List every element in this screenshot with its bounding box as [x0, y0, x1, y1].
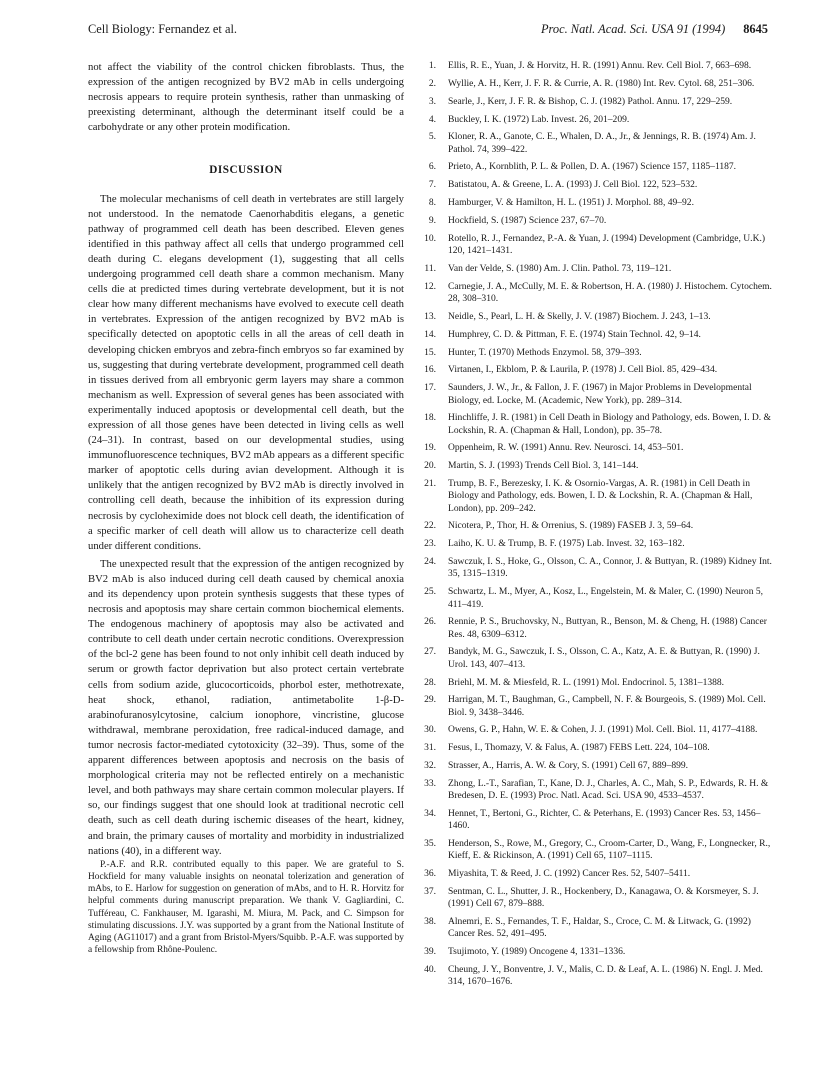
reference-text: Nicotera, P., Thor, H. & Orrenius, S. (1989) FASEB J. 3, 59–64.: [448, 520, 694, 532]
reference-number: 12.: [424, 280, 436, 292]
reference-item: [418, 364, 774, 376]
reference-item: [418, 646, 774, 671]
reference-number: 37.: [424, 886, 436, 898]
discussion-paragraph-2: The unexpected result that the expression of the antigen recognized by BV2 mAb is also induced during cell death caused by chemical anoxia and its dependency upon protein synthesis suggests that these types of necrosis and apoptosis may share certain common biochemical elements. The endogenous machinery of apoptosis may also be activated and contribute to cell death under certain necrotic conditions. Overexpression of the bcl-2 gene has been found to not only inhibit cell death induced by serum or growth factor deprivation but also protect certain vertebrate cells from sodium azide, glucocorticoids, phorbol ester, methotrexate, heat shock, ethanol, radiation, antimetabolite 1-β-D-arabinofuranosylcytosine, calcium ionophore, vincristine, glucose withdrawal, membrane peroxidation, free radical-induced damage, and tumor necrosis factor-mediated cytotoxicity (32–39). Thus, some of the apparent differences between apoptosis and necrosis on the basis of morphological criteria may not be reflected entirely on a mechanistic level, and both pathways may share certain common molecular players. If so, our findings suggest that one should look at traditional necrotic cell death, such as cell death during ischemic diseases of the heart, kidney, and brain, the primary causes of mortality and morbidity in industrialized nations (40), in a different way.: [88, 558, 404, 857]
reference-number: 6.: [428, 161, 436, 173]
reference-text: Wyllie, A. H., Kerr, J. F. R. & Currie, A. R. (1980) Int. Rev. Cytol. 68, 251–306.: [448, 77, 755, 89]
reference-item: [418, 161, 774, 173]
page-header: [88, 22, 768, 40]
page-number: 8645: [743, 22, 768, 36]
reference-item: [418, 946, 774, 958]
reference-number: 36.: [424, 868, 436, 880]
reference-number: 27.: [424, 646, 436, 658]
reference-text: Oppenheim, R. W. (1991) Annu. Rev. Neurosci. 14, 453–501.: [448, 442, 684, 454]
reference-item: [418, 838, 774, 863]
reference-number: 13.: [424, 310, 436, 322]
reference-number: 3.: [428, 95, 436, 107]
reference-number: 21.: [424, 478, 436, 490]
reference-text: Martin, S. J. (1993) Trends Cell Biol. 3, 141–144.: [448, 460, 639, 472]
reference-text: Strasser, A., Harris, A. W. & Cory, S. (1991) Cell 67, 889–899.: [448, 760, 689, 772]
reference-item: [418, 964, 774, 989]
reference-item: [418, 329, 774, 341]
reference-number: 10.: [424, 232, 436, 244]
reference-number: 31.: [424, 742, 436, 754]
reference-text: Owens, G. P., Hahn, W. E. & Cohen, J. J. (1991) Mol. Cell. Biol. 11, 4177–4188.: [448, 724, 758, 736]
reference-text: Fesus, I., Thomazy, V. & Falus, A. (1987) FEBS Lett. 224, 104–108.: [448, 742, 710, 754]
reference-item: [418, 60, 774, 72]
reference-number: 33.: [424, 778, 436, 789]
reference-number: 14.: [424, 328, 436, 340]
reference-text: Hunter, T. (1970) Methods Enzymol. 58, 379–393.: [448, 346, 642, 358]
reference-item: [418, 760, 774, 772]
reference-text: Harrigan, M. T., Baughman, G., Campbell, N. F. & Bourgeois, S. (1989) Mol. Cell. Biol. 9, 3438–3446.: [448, 694, 766, 718]
reference-number: 19.: [424, 442, 436, 454]
journal-name: Proc. Natl. Acad. Sci. USA 91 (1994): [540, 22, 726, 36]
reference-number: 15.: [424, 346, 436, 358]
reference-number: 23.: [424, 538, 436, 550]
reference-item: [418, 916, 774, 941]
reference-item: [418, 742, 774, 754]
reference-text: Briehl, M. M. & Miesfeld, R. L. (1991) Mol. Endocrinol. 5, 1381–1388.: [448, 676, 725, 688]
reference-number: 39.: [424, 946, 436, 958]
reference-item: [418, 556, 774, 581]
reference-text: Hennet, T., Bertoni, G., Richter, C. & Peterhans, E. (1993) Cancer Res. 53, 1456–1460.: [448, 808, 761, 832]
left-column: [88, 60, 404, 956]
reference-text: Cheung, J. Y., Bonventre, J. V., Malis, C. D. & Leaf, A. L. (1986) N. Engl. J. Med. 314, 1670–1676.: [448, 964, 763, 988]
reference-text: Batistatou, A. & Greene, L. A. (1993) J. Cell Biol. 122, 523–532.: [448, 179, 698, 191]
reference-number: 24.: [424, 556, 436, 568]
reference-text: Carnegie, J. A., McCully, M. E. & Robertson, H. A. (1980) J. Histochem. Cytochem. 28, 308–310.: [448, 280, 772, 305]
reference-item: [418, 382, 774, 407]
reference-text: Sentman, C. L., Shutter, J. R., Hockenbery, D., Kanagawa, O. & Korsmeyer, S. J. (1991) Cell 67, 879–888.: [448, 886, 759, 910]
reference-item: [418, 724, 774, 736]
reference-item: [418, 478, 774, 515]
reference-number: 7.: [428, 179, 436, 191]
reference-number: 4.: [428, 113, 436, 125]
reference-number: 38.: [424, 916, 436, 928]
section-heading: DISCUSSION: [209, 164, 283, 177]
reference-item: [418, 347, 774, 359]
reference-text: Trump, B. F., Berezesky, I. K. & Osornio-Vargas, A. R. (1981) in Cell Death in Biology and Pathology, eds. Bowen, I. D. & Lockshin, R. A. (Chapman & Hall, London), pp. 209–242.: [448, 478, 753, 514]
reference-item: [418, 78, 774, 90]
acknowledgments: P.-A.F. and R.R. contributed equally to this paper. We are grateful to S. Hockfield for many valuable insights on neonatal tolerization and generation of mAbs, to E. Harlow for suggestion on generation of mAbs, and to H. R. Horvitz for helpful comments during manuscript preparation. We thank V. Gagliardini, C. Tufféreau, C. Fankhauser, M. Igarashi, M. Miura, M. Pack, and C. Simpson for stimulating discussions. J.Y. was supported by a grant from the National Institute of Aging (AG11017) and a grant from Bristol-Myers/Squibb. P.-A.F. was supported by a fellowship from Rhône-Poulenc.: [88, 859, 404, 956]
reference-number: 34.: [424, 808, 436, 820]
reference-item: [418, 263, 774, 275]
reference-text: Virtanen, I., Ekblom, P. & Laurila, P. (1978) J. Cell Biol. 85, 429–434.: [448, 364, 718, 376]
reference-text: Hockfield, S. (1987) Science 237, 67–70.: [448, 215, 607, 226]
reference-text: Neidle, S., Pearl, L. H. & Skelly, J. V. (1987) Biochem. J. 243, 1–13.: [448, 310, 711, 322]
reference-number: 29.: [424, 694, 436, 706]
reference-number: 11.: [424, 262, 436, 274]
reference-number: 1.: [428, 60, 436, 71]
reference-number: 35.: [424, 838, 436, 850]
reference-item: [418, 586, 774, 611]
reference-number: 20.: [424, 460, 436, 472]
reference-item: [418, 131, 774, 156]
reference-text: Buckley, I. K. (1972) Lab. Invest. 26, 201–209.: [448, 113, 630, 125]
reference-item: [418, 233, 774, 258]
reference-number: 26.: [424, 616, 436, 628]
reference-text: Rotello, R. J., Fernandez, P.-A. & Yuan, J. (1994) Development (Cambridge, U.K.) 120, 1421–1431.: [448, 232, 766, 257]
reference-item: [418, 886, 774, 911]
reference-item: [418, 96, 774, 108]
reference-item: [418, 311, 774, 323]
reference-text: Henderson, S., Rowe, M., Gregory, C., Croom-Carter, D., Wang, F., Longnecker, R., Kieff, E. & Rickinson, A. (1991) Cell 65, 1107–1115.: [448, 838, 771, 862]
reference-item: [418, 808, 774, 833]
reference-number: 30.: [424, 724, 436, 736]
references-column: [418, 60, 774, 994]
reference-text: Rennie, P. S., Bruchovsky, N., Buttyan, R., Benson, M. & Cheng, H. (1988) Cancer Res. 48, 6309–6312.: [448, 616, 767, 640]
reference-item: [418, 538, 774, 550]
reference-number: 32.: [424, 760, 436, 772]
reference-item: [418, 677, 774, 689]
journal-citation: [541, 22, 768, 37]
reference-text: Hinchliffe, J. R. (1981) in Cell Death in Biology and Pathology, eds. Bowen, I. D. & Lockshin, R. A. (Chapman & Hall, London), pp. 35–78.: [448, 412, 771, 436]
reference-item: [418, 778, 774, 803]
reference-item: [418, 616, 774, 641]
intro-paragraph: not affect the viability of the control chicken fibroblasts. Thus, the expression of the antigen recognized by BV2 mAb in cells undergoing necrosis appears to require protein synthesis, rather than unmasking of preexisting determinant, although the determinant itself could be a carbohydrate or any other protein modification.: [88, 62, 404, 134]
reference-number: 22.: [424, 520, 436, 532]
reference-item: [418, 215, 774, 227]
reference-text: Searle, J., Kerr, J. F. R. & Bishop, C. J. (1982) Pathol. Annu. 17, 229–259.: [448, 95, 733, 107]
reference-number: 8.: [428, 197, 436, 209]
reference-item: [418, 114, 774, 126]
running-head: Cell Biology: Fernandez et al.: [88, 22, 237, 36]
reference-text: Zhong, L.-T., Sarafian, T., Kane, D. J., Charles, A. C., Mah, S. P., Edwards, R. H. & Bredesen, D. E. (1993) Proc. Natl. Acad. Sci. USA 90, 4533–4537.: [448, 778, 769, 802]
reference-text: Saunders, J. W., Jr., & Fallon, J. F. (1967) in Major Problems in Developmental Biology, ed. Locke, M. (Academic, New York), pp. 289–314.: [448, 382, 752, 406]
discussion-paragraph-1: The molecular mechanisms of cell death in vertebrates are still largely not understood. In the nematode Caenorhabditis elegans, a genetic pathway of programmed cell death has been described. Eleven genes identified in this pathway affect all cells that undergo programmed cell death during C. elegans development (1), suggesting that all cells undergoing programmed cell death share a common mechanism. Many cells die at predicted times during vertebrate development, but it is not clear how many different mechanisms have evolved to execute cell death in vertebrates. Expression of the antigen recognized by BV2 mAb is specifically detected on apoptotic cells in all the areas of cell death in developing chicken embryos and zebra-finch embryos so far examined by us, suggesting that during vertebrate development, programmed cell death in tissues derived from all embryonic germ layers may share a common mechanism as well. Expression of several genes has been associated with experimentally induced apoptosis or developmental cell death, but the expression of all those genes have been detected in living cells as well (24–31). In contrast, based on our developmental studies, using immunofluorescence techniques, BV2 mAb appears as a different specific marker of apoptotic cells during avian development. Although it is unlikely that the antigen recognized by BV2 mAb is directly involved in controlling cell death, because the inhibition of its expression during necrosis by cycloheximide does not block cell death, the identification of a specific marker of cell death will allow us to characterize cell death under different conditions.: [88, 193, 404, 552]
reference-number: 18.: [424, 412, 436, 424]
reference-item: [418, 694, 774, 719]
reference-number: 17.: [424, 382, 436, 394]
reference-number: 16.: [424, 364, 436, 376]
reference-text: Kloner, R. A., Ganote, C. E., Whalen, D. A., Jr., & Jennings, R. B. (1974) Am. J. Pathol. 74, 399–422.: [448, 131, 756, 155]
reference-text: Alnemri, E. S., Fernandes, T. F., Haldar, S., Croce, C. M. & Litwack, G. (1992) Cancer Res. 52, 491–495.: [448, 916, 751, 940]
reference-list: [418, 60, 774, 989]
reference-text: Schwartz, L. M., Myer, A., Kosz, L., Engelstein, M. & Maler, C. (1990) Neuron 5, 411–419.: [448, 586, 764, 610]
reference-number: 28.: [424, 676, 436, 688]
reference-number: 25.: [424, 586, 436, 598]
reference-item: [418, 412, 774, 437]
reference-number: 5.: [428, 131, 436, 143]
reference-item: [418, 281, 774, 306]
reference-item: [418, 868, 774, 880]
reference-item: [418, 460, 774, 472]
reference-text: Ellis, R. E., Yuan, J. & Horvitz, H. R. (1991) Annu. Rev. Cell Biol. 7, 663–698.: [448, 60, 752, 71]
reference-number: 2.: [428, 77, 436, 89]
reference-item: [418, 179, 774, 191]
reference-text: Van der Velde, S. (1980) Am. J. Clin. Pathol. 73, 119–121.: [448, 262, 672, 274]
reference-text: Miyashita, T. & Reed, J. C. (1992) Cancer Res. 52, 5407–5411.: [448, 868, 691, 880]
reference-text: Tsujimoto, Y. (1989) Oncogene 4, 1331–1336.: [448, 946, 626, 958]
reference-text: Bandyk, M. G., Sawczuk, I. S., Olsson, C. A., Katz, A. E. & Buttyan, R. (1990) J. Urol. 143, 407–413.: [448, 646, 760, 670]
reference-item: [418, 197, 774, 209]
reference-text: Humphrey, C. D. & Pittman, F. E. (1974) Stain Technol. 42, 9–14.: [448, 328, 701, 340]
reference-text: Laiho, K. U. & Trump, B. F. (1975) Lab. Invest. 32, 163–182.: [448, 538, 685, 550]
reference-text: Prieto, A., Kornblith, P. L. & Pollen, D. A. (1967) Science 157, 1185–1187.: [448, 161, 737, 173]
reference-text: Hamburger, V. & Hamilton, H. L. (1951) J. Morphol. 88, 49–92.: [448, 197, 694, 209]
reference-text: Sawczuk, I. S., Hoke, G., Olsson, C. A., Connor, J. & Buttyan, R. (1989) Kidney Int. 35, 1315–1319.: [448, 556, 772, 580]
reference-number: 40.: [424, 964, 436, 976]
reference-item: [418, 520, 774, 532]
reference-number: 9.: [428, 215, 436, 226]
reference-item: [418, 442, 774, 454]
